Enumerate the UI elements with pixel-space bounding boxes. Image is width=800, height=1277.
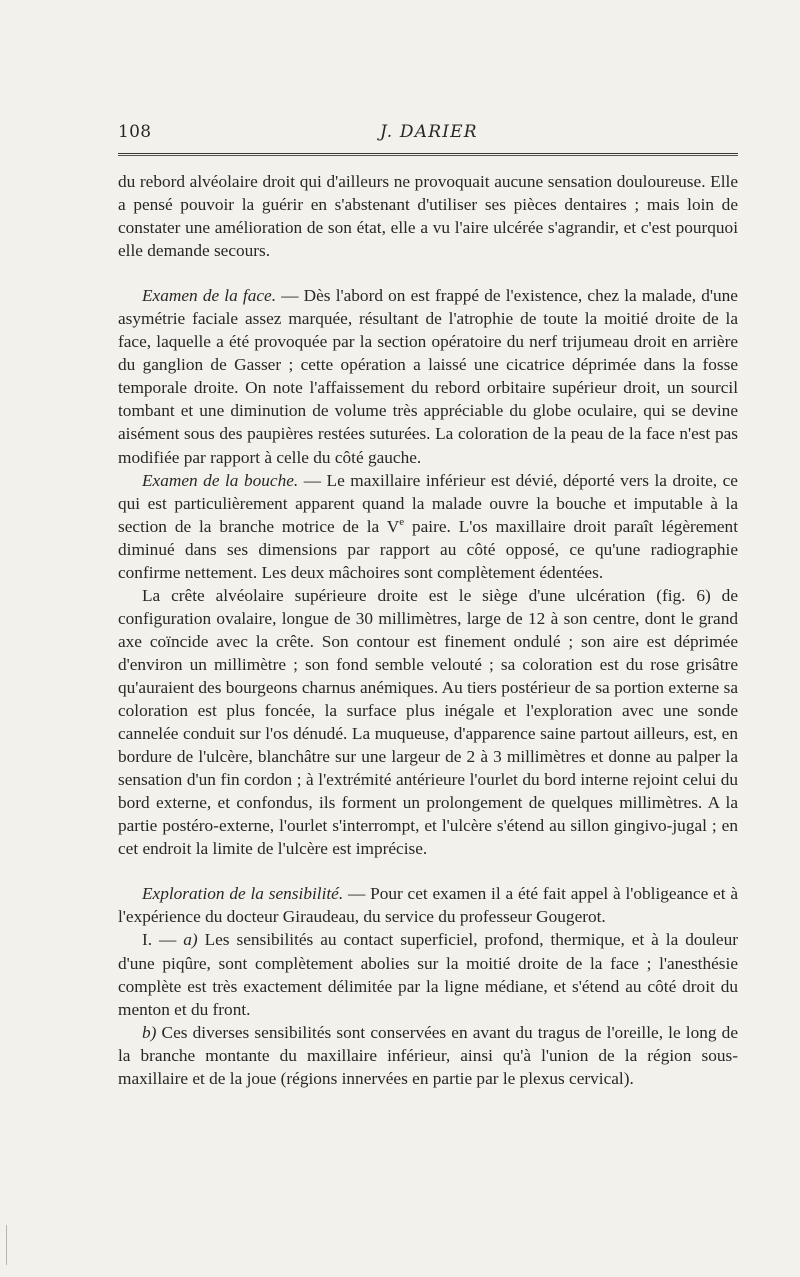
paragraph-item-a: I. — a) Les sensibilités au contact superficiel, profond, thermique, et à la douleur d'une piqûre, sont complètement abolies sur la moitié droite de la face ; l'anesthésie complète est très exactement délimitée par la ligne médiane, et s'étend au côté droit du menton et du front.	[118, 930, 738, 1019]
superscript: e	[399, 515, 405, 528]
scan-edge-mark	[6, 1225, 7, 1265]
paragraph-item-b: b) Ces diverses sensibilités sont conservées en avant du tragus de l'oreille, le long de la branche montante du maxillaire inférieur, ainsi qu'à l'union de la région sous-maxillaire et de la joue (régions innervées en partie par le plexus cervical).	[118, 1022, 738, 1088]
item-label: a)	[183, 930, 198, 950]
running-head: J. DARIER	[380, 122, 478, 142]
section-gap	[118, 860, 738, 882]
item-label: b)	[142, 1022, 157, 1042]
page-body	[118, 170, 738, 1090]
paragraph-ulceration: La crête alvéolaire supérieure droite est le siège d'une ulcération (fig. 6) de configuration ovalaire, longue de 30 millimètres, large de 12 à son centre, dont le grand axe coïncide avec la crête. Son contour est finement ondulé ; son aire est déprimée d'environ un millimètre ; son fond semble velouté ; sa coloration est du rose grisâtre qu'auraient des bourgeons charnus anémiques. Au tiers postérieur de sa portion externe sa coloration est plus foncée, la surface plus inégale et l'exploration avec une sonde cannelée conduit sur l'os dénudé. La muqueuse, d'apparence saine partout ailleurs, est, en bordure de l'ulcère, blanchâtre sur une largeur de 2 à 3 millimètres et donne au palper la sensation d'un fin cordon ; à l'extrémité antérieure l'ourlet du bord interne rejoint celui du bord externe, et confondus, ils forment un prolongement de quelques millimètres. A la partie postéro-externe, l'ourlet s'interrompt, et l'ulcère s'étend au sillon gingivo-jugal ; en cet endroit la limite de l'ulcère est imprécise.	[118, 585, 738, 859]
page-header	[118, 122, 738, 146]
section-heading: Examen de la bouche.	[142, 470, 299, 490]
page-number: 108	[118, 122, 152, 142]
section-gap	[118, 262, 738, 284]
section-heading: Examen de la face.	[142, 286, 277, 306]
paragraph-examen-face: Examen de la face. — Dès l'abord on est frappé de l'existence, chez la malade, d'une asymétrie faciale assez marquée, résultant de l'atrophie de toute la moitié droite de la face, laquelle a été provoquée par la section opératoire du nerf trijumeau droit en arrière du ganglion de Gasser ; cette opération a laissé une cicatrice déprimée dans la fosse temporale droite. On note l'affaissement du rebord orbitaire supérieur droit, un sourcil tombant et une diminution de volume très appréciable du globe oculaire, qui se devine aisément sous des paupières restées suturées. La coloration de la peau de la face n'est pas modifiée par rapport à celle du côté gauche.	[118, 286, 738, 467]
section-heading: Exploration de la sensibilité.	[142, 884, 344, 904]
paragraph-examen-bouche: Examen de la bouche. — Le maxillaire inférieur est dévié, déporté vers la droite, ce qui est particulièrement apparent quand la malade ouvre la bouche et imputable à la section de la branche motrice de la Ve paire. L'os maxillaire droit paraît légèrement diminué dans ses dimensions par rapport au côté opposé, ce qu'une radiographie confirme nettement. Les deux mâchoires sont complètement édentées.	[118, 470, 738, 582]
paragraph-exploration-sensibilite: Exploration de la sensibilité. — Pour cet examen il a été fait appel à l'obligeance et à l'expérience du docteur Giraudeau, du service du professeur Gougerot.	[118, 884, 739, 927]
paragraph-continuation: du rebord alvéolaire droit qui d'ailleurs ne provoquait aucune sensation douloureuse. Elle a pensé pouvoir la guérir en s'abstenant d'utiliser ses pièces dentaires ; mais loin de constater une amélioration de son état, elle a vu l'aire ulcérée s'agrandir, et c'est pourquoi elle demande secours.	[118, 172, 738, 261]
header-rule	[118, 153, 738, 156]
